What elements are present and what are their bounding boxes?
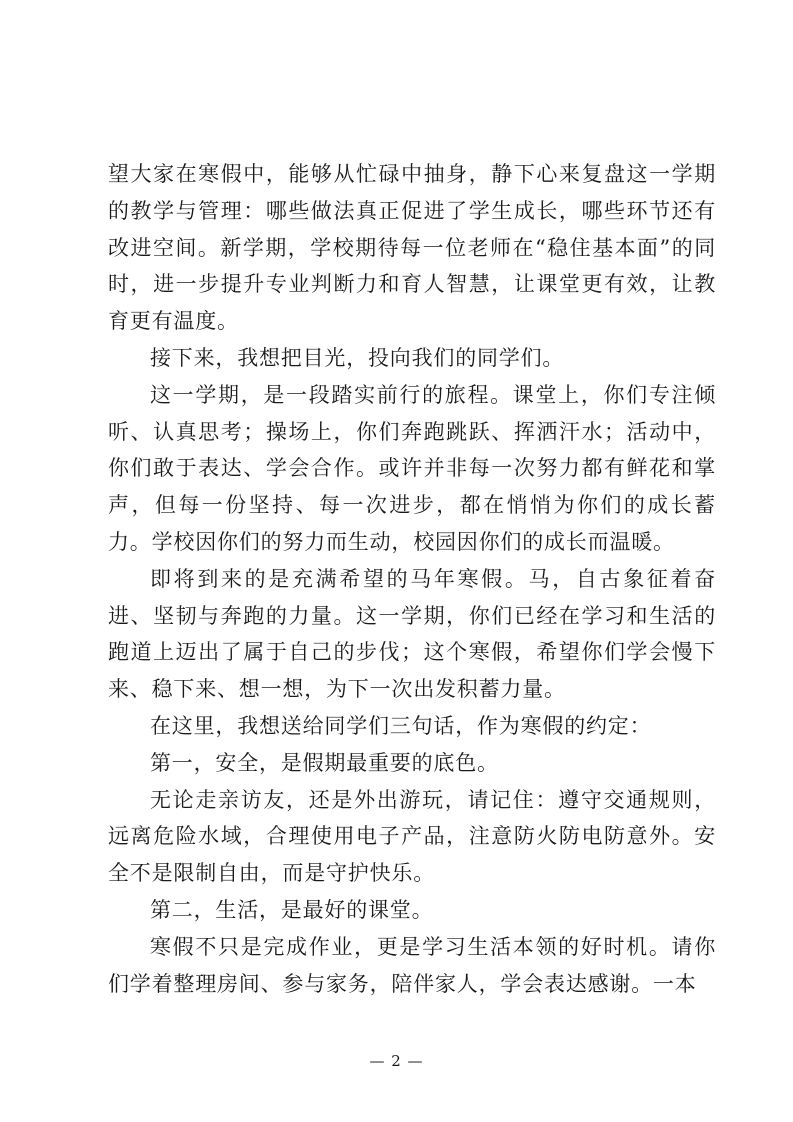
page-number: — 2 — [369,1052,424,1070]
paragraph: 第一，安全，是假期最重要的底色。 [150,750,499,775]
paragraph: 接下来，我想把目光，投向我们的同学们。 [150,345,565,370]
paragraph: 望大家在寒假中，能够从忙碌中抽身，静下心来复盘这一学期的教学与管理：哪些做法真正促进了学生成长，哪些环节还有改进空间。新学期，学校期待每一位老师在“稳住基本面”的同时，进一步提升专业判断力和育人智慧，让课堂更有效，让教育更有温度。 [108,162,716,334]
paragraph: 寒假不只是完成作业，更是学习生活本领的好时机。请你们学着整理房间、参与家务，陪伴家人，学会表达感谢。一本 [108,934,716,996]
paragraph: 第二，生活，是最好的课堂。 [150,897,434,922]
paragraph: 无论走亲访友，还是外出游玩，请记住：遵守交通规则，远离危险水域，合理使用电子产品，注意防火防电防意外。安全不是限制自由，而是守护快乐。 [108,787,716,886]
paragraph: 这一学期，是一段踏实前行的旅程。课堂上，你们专注倾听、认真思考；操场上，你们奔跑跳跃、挥洒汗水；活动中，你们敢于表达、学会合作。或许并非每一次努力都有鲜花和掌声，但每一份坚持、每一次进步，都在悄悄为你们的成长蓄力。学校因你们的努力而生动，校园因你们的成长而温暖。 [108,382,716,554]
paragraph: 即将到来的是充满希望的马年寒假。马，自古象征着奋进、坚韧与奔跑的力量。这一学期，你们已经在学习和生活的跑道上迈出了属于自己的步伐；这个寒假，希望你们学会慢下来、稳下来、想一想，为下一次出发积蓄力量。 [108,566,716,702]
document-body [108,156,716,1002]
paragraph: 在这里，我想送给同学们三句话，作为寒假的约定： [150,713,652,738]
